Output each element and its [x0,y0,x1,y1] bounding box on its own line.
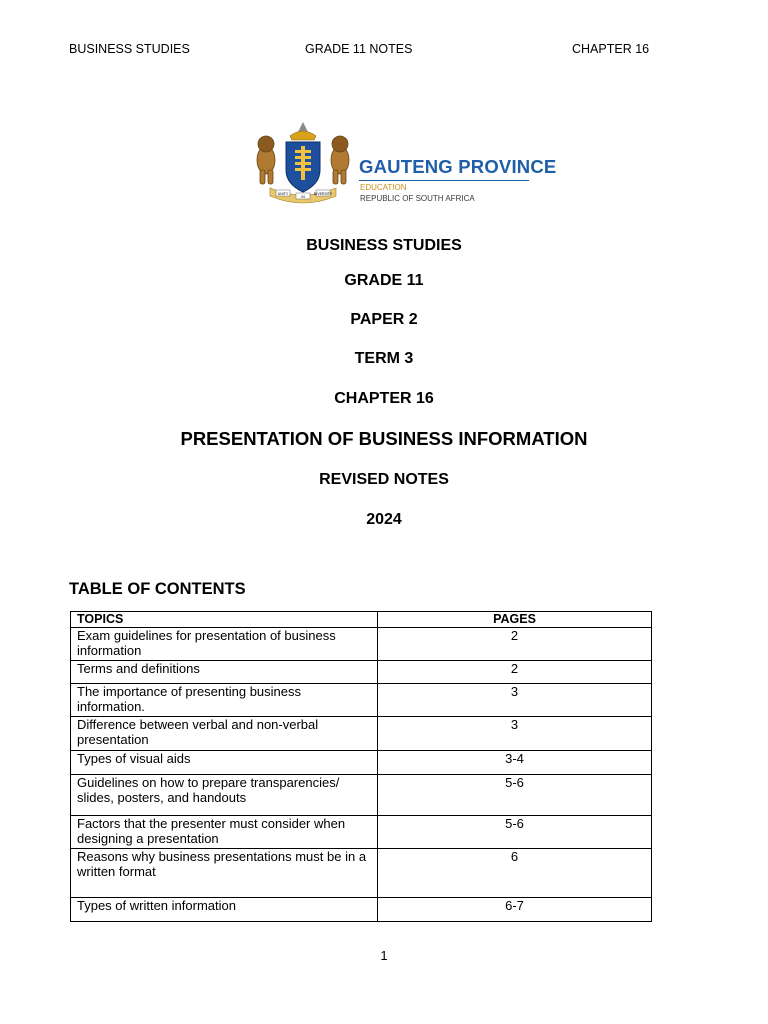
toc-row [71,898,652,922]
toc-row [71,684,652,717]
toc-pages: 3-4 [378,751,652,775]
cover-paper: PAPER 2 [350,311,418,328]
toc-topic: Difference between verbal and non-verbal presentation [71,717,378,751]
toc-topic: The importance of presenting business information. [71,684,378,717]
toc-pages: 3 [378,717,652,751]
toc-topic: Factors that the presenter must consider when designing a presentation [71,816,378,849]
toc-pages: 2 [378,628,652,661]
toc-pages: 2 [378,661,652,684]
cover-year: 2024 [366,511,402,528]
toc-row [71,661,652,684]
toc-header-row [71,612,652,628]
toc-heading: TABLE OF CONTENTS [69,580,246,598]
toc-topic: Types of written information [71,898,378,922]
header-chapter: CHAPTER 16 [572,42,650,56]
coat-of-arms-icon [248,118,358,208]
cover-grade: GRADE 11 [344,272,424,289]
toc-topic: Reasons why business presentations must be in a written format [71,849,378,898]
toc-row [71,775,652,816]
header-subject: BUSINESS STUDIES [69,42,190,56]
toc-table [70,611,652,922]
cover-revised-notes: REVISED NOTES [319,471,449,488]
toc-row [71,849,652,898]
toc-pages: 6-7 [378,898,652,922]
header-grade-notes: GRADE 11 NOTES [305,42,413,56]
toc-topic: Guidelines on how to prepare transparencies/ slides, posters, and handouts [71,775,378,816]
toc-pages: 5-6 [378,775,652,816]
toc-row [71,717,652,751]
cover-main-title: PRESENTATION OF BUSINESS INFORMATION [180,428,588,449]
toc-topic: Exam guidelines for presentation of business information [71,628,378,661]
logo-title: GAUTENG PROVINCE [359,156,557,177]
toc-row [71,628,652,661]
cover-chapter: CHAPTER 16 [334,390,434,407]
logo-underline [359,180,529,181]
crest-motto-left: UNITY [277,192,289,196]
toc-pages: 5-6 [378,816,652,849]
toc-row [71,816,652,849]
cover-term: TERM 3 [354,350,414,367]
gauteng-province-logo [248,118,557,208]
logo-education: EDUCATION [360,183,407,192]
toc-pages: 3 [378,684,652,717]
logo-republic: REPUBLIC OF SOUTH AFRICA [360,194,475,203]
page-number: 1 [380,948,388,963]
toc-pages: 6 [378,849,652,898]
crest-motto-right: DIVERSITY [313,192,333,196]
cover-subject: BUSINESS STUDIES [306,237,462,254]
toc-column-topics: TOPICS [71,612,378,628]
toc-column-pages: PAGES [378,612,652,628]
crest-motto-center: IN [301,195,305,199]
toc-topic: Terms and definitions [71,661,378,684]
toc-topic: Types of visual aids [71,751,378,775]
toc-row [71,751,652,775]
